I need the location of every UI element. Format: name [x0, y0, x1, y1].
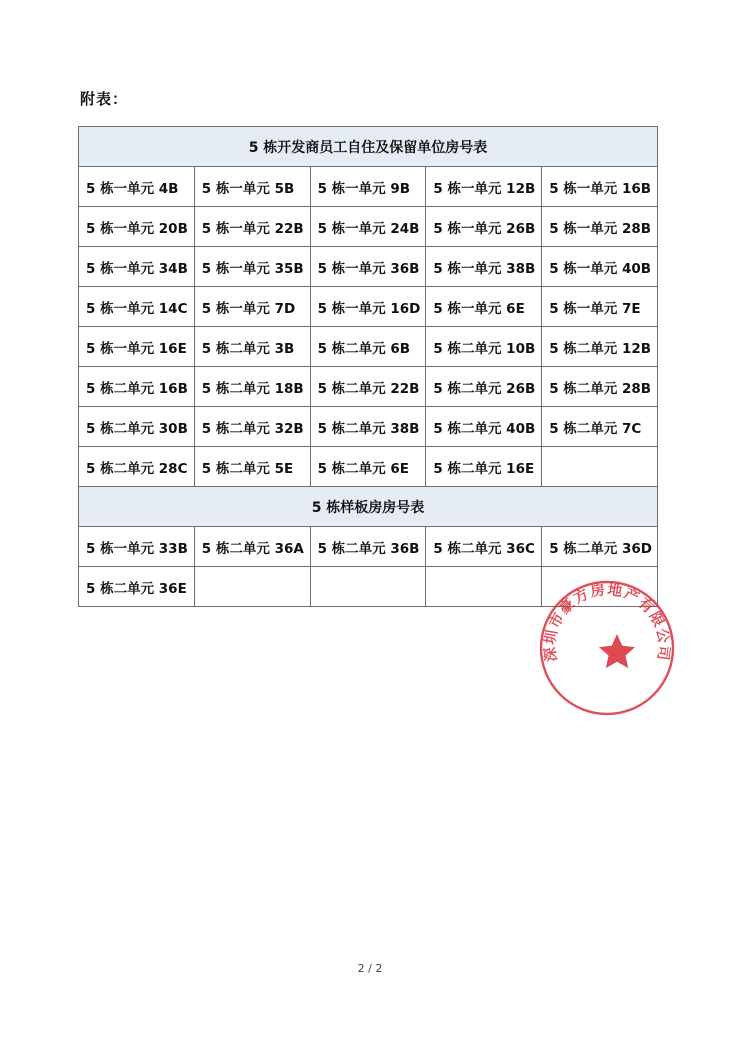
room-cell: 5 栋二单元 30B: [79, 407, 195, 447]
table-row: [79, 407, 658, 447]
room-cell: 5 栋二单元 36A: [194, 527, 310, 567]
room-cell: 5 栋一单元 33B: [79, 527, 195, 567]
room-cell: 5 栋一单元 12B: [426, 167, 542, 207]
room-number-table: [78, 126, 658, 607]
room-cell: 5 栋二单元 36B: [310, 527, 426, 567]
table-row: [79, 247, 658, 287]
room-cell: 5 栋一单元 20B: [79, 207, 195, 247]
room-cell: 5 栋二单元 7C: [542, 407, 658, 447]
room-cell: 5 栋一单元 38B: [426, 247, 542, 287]
table-row: [79, 287, 658, 327]
room-cell: 5 栋一单元 28B: [542, 207, 658, 247]
room-cell: 5 栋二单元 16E: [426, 447, 542, 487]
section-title: 5 栋样板房房号表: [79, 487, 658, 527]
room-cell: 5 栋二单元 18B: [194, 367, 310, 407]
room-cell: 5 栋一单元 36B: [310, 247, 426, 287]
room-cell: 5 栋一单元 14C: [79, 287, 195, 327]
room-cell: 5 栋一单元 16D: [310, 287, 426, 327]
room-cell: 5 栋一单元 6E: [426, 287, 542, 327]
room-cell: 5 栋二单元 12B: [542, 327, 658, 367]
room-cell: 5 栋二单元 32B: [194, 407, 310, 447]
room-cell: 5 栋一单元 16B: [542, 167, 658, 207]
table-row: [79, 207, 658, 247]
room-cell: 5 栋一单元 9B: [310, 167, 426, 207]
room-cell: 5 栋二单元 5E: [194, 447, 310, 487]
star-icon: [599, 634, 635, 668]
room-cell: [194, 567, 310, 607]
room-cell: 5 栋二单元 40B: [426, 407, 542, 447]
page-number: 2 / 2: [357, 962, 383, 975]
room-cell: 5 栋二单元 3B: [194, 327, 310, 367]
room-cell: 5 栋一单元 7D: [194, 287, 310, 327]
section-header-row: [79, 127, 658, 167]
room-cell: 5 栋一单元 34B: [79, 247, 195, 287]
room-cell: 5 栋一单元 4B: [79, 167, 195, 207]
room-cell: 5 栋一单元 5B: [194, 167, 310, 207]
room-cell: 5 栋一单元 7E: [542, 287, 658, 327]
room-cell: [542, 447, 658, 487]
room-cell: 5 栋二单元 36D: [542, 527, 658, 567]
room-cell: 5 栋一单元 35B: [194, 247, 310, 287]
room-cell: 5 栋二单元 36E: [79, 567, 195, 607]
company-seal: [537, 578, 677, 718]
room-cell: 5 栋一单元 24B: [310, 207, 426, 247]
room-cell: 5 栋二单元 22B: [310, 367, 426, 407]
room-cell: [310, 567, 426, 607]
room-cell: 5 栋二单元 16B: [79, 367, 195, 407]
room-cell: 5 栋二单元 26B: [426, 367, 542, 407]
room-cell: 5 栋二单元 6E: [310, 447, 426, 487]
room-cell: [426, 567, 542, 607]
room-cell: 5 栋一单元 22B: [194, 207, 310, 247]
table-row: [79, 167, 658, 207]
room-cell: 5 栋二单元 38B: [310, 407, 426, 447]
room-cell: 5 栋二单元 10B: [426, 327, 542, 367]
section-title: 5 栋开发商员工自住及保留单位房号表: [79, 127, 658, 167]
table-row: [79, 367, 658, 407]
attachment-label: 附表：: [80, 90, 129, 108]
room-cell: 5 栋一单元 40B: [542, 247, 658, 287]
room-cell: 5 栋一单元 26B: [426, 207, 542, 247]
room-cell: 5 栋一单元 16E: [79, 327, 195, 367]
table-row: [79, 327, 658, 367]
table-row: [79, 447, 658, 487]
room-cell: 5 栋二单元 28C: [79, 447, 195, 487]
room-cell: 5 栋二单元 28B: [542, 367, 658, 407]
seal-text: 深圳市豪方房地产有限公司: [542, 582, 672, 663]
table-row: [79, 527, 658, 567]
room-cell: 5 栋二单元 6B: [310, 327, 426, 367]
room-cell: 5 栋二单元 36C: [426, 527, 542, 567]
section-header-row: [79, 487, 658, 527]
